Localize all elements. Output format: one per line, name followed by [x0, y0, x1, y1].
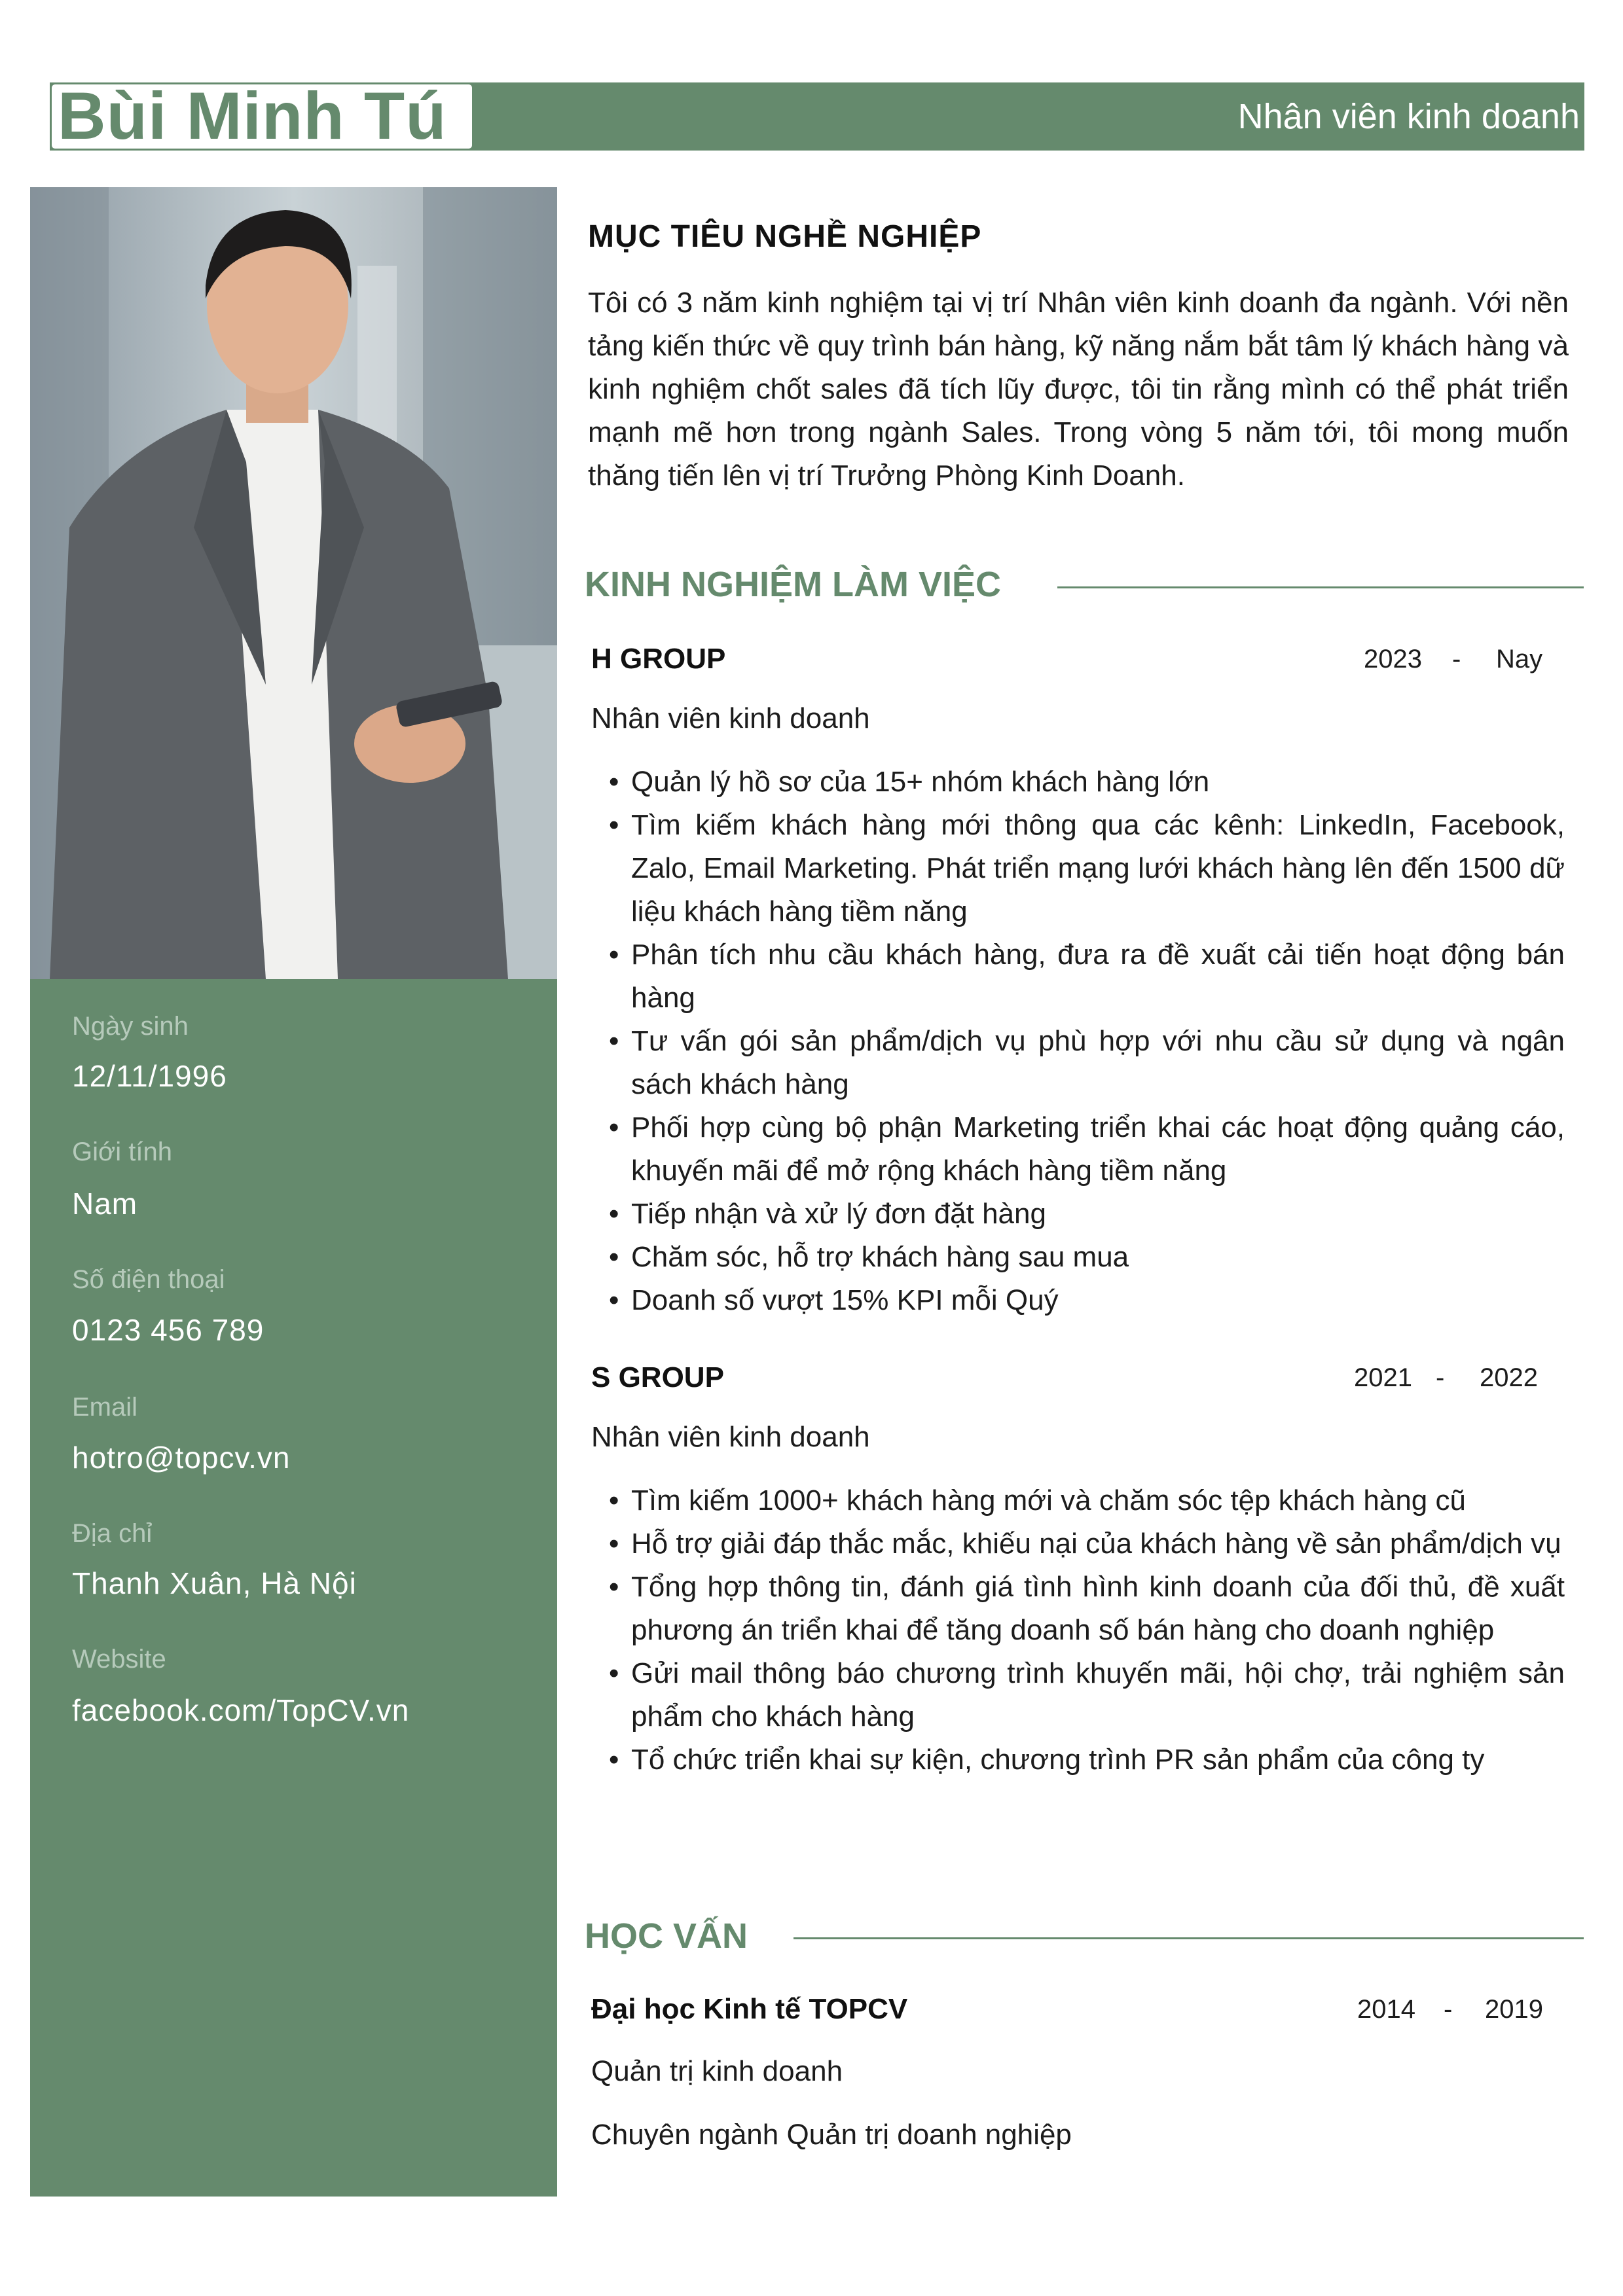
job-2-company: S GROUP	[591, 1361, 724, 1393]
phone-label: Số điện thoại	[72, 1265, 225, 1294]
job-1-duties	[609, 761, 1565, 1322]
list-item: • Phân tích nhu cầu khách hàng, đưa ra đề xuất cải tiến hoạt động bán hàng	[609, 933, 1565, 1020]
job-1-dash: -	[1452, 645, 1461, 673]
objective-text: Tôi có 3 năm kinh nghiệm tại vị trí Nhân viên kinh doanh đa ngành. Với nền tảng kiến thức về quy trình bán hàng, kỹ năng nắm bắt tâm lý khách hàng và kinh nghiệm chốt sales đã tích lũy được, tôi tin rằng mình có thể phát triển mạnh mẽ hơn trong ngành Sales. Trong vòng 5 năm tới, tôi mong muốn thăng tiến lên vị trí Trưởng Phòng Kinh Doanh.	[588, 287, 1569, 492]
job-2-dash: -	[1436, 1363, 1445, 1392]
header-job-title: Nhân viên kinh doanh	[1237, 97, 1580, 136]
education-end: 2019	[1485, 1995, 1543, 2024]
education-dash: -	[1444, 1995, 1453, 2024]
phone-value: 0123 456 789	[72, 1313, 264, 1347]
list-item: • Tư vấn gói sản phẩm/dịch vụ phù hợp với nhu cầu sử dụng và ngân sách khách hàng	[609, 1020, 1565, 1106]
experience-divider	[1057, 586, 1584, 588]
education-divider	[793, 1937, 1584, 1939]
list-item: • Doanh số vượt 15% KPI mỗi Quý	[609, 1279, 1565, 1322]
profile-photo	[30, 187, 557, 979]
list-item: • Gửi mail thông báo chương trình khuyến mãi, hội chợ, trải nghiệm sản phẩm cho khách hàng	[609, 1652, 1565, 1738]
website-label: Website	[72, 1645, 166, 1674]
objective-title: MỤC TIÊU NGHỀ NGHIỆP	[588, 219, 982, 254]
education-start: 2014	[1357, 1995, 1415, 2024]
birth-label: Ngày sinh	[72, 1012, 189, 1041]
job-1-role: Nhân viên kinh doanh	[591, 702, 870, 734]
email-value[interactable]: hotro@topcv.vn	[72, 1441, 291, 1475]
list-item: • Chăm sóc, hỗ trợ khách hàng sau mua	[609, 1236, 1565, 1279]
job-1-end: Nay	[1496, 645, 1543, 673]
gender-value: Nam	[72, 1187, 138, 1221]
list-item: • Quản lý hồ sơ của 15+ nhóm khách hàng lớn	[609, 761, 1565, 804]
job-2-role: Nhân viên kinh doanh	[591, 1421, 870, 1453]
job-1-start: 2023	[1364, 645, 1422, 673]
education-section-title: HỌC VẤN	[585, 1916, 748, 1956]
list-item: • Tổ chức triển khai sự kiện, chương trình PR sản phẩm của công ty	[609, 1738, 1565, 1782]
job-2-end: 2022	[1480, 1363, 1538, 1392]
list-item: • Tìm kiếm khách hàng mới thông qua các kênh: LinkedIn, Facebook, Zalo, Email Marketing. Phát triển mạng lưới khách hàng lên đến 1500 dữ liệu khách hàng tiềm năng	[609, 804, 1565, 933]
list-item: • Tiếp nhận và xử lý đơn đặt hàng	[609, 1193, 1565, 1236]
candidate-name: Bùi Minh Tú	[58, 79, 447, 153]
list-item: • Hỗ trợ giải đáp thắc mắc, khiếu nại của khách hàng về sản phẩm/dịch vụ	[609, 1522, 1565, 1566]
education-major: Quản trị kinh doanh	[591, 2055, 843, 2087]
education-school: Đại học Kinh tế TOPCV	[591, 1993, 908, 2025]
email-label: Email	[72, 1393, 138, 1422]
job-2-duties	[609, 1479, 1565, 1782]
website-value[interactable]: facebook.com/TopCV.vn	[72, 1693, 410, 1727]
job-2-start: 2021	[1354, 1363, 1412, 1392]
job-1-company: H GROUP	[591, 643, 726, 675]
list-item: • Phối hợp cùng bộ phận Marketing triển khai các hoạt động quảng cáo, khuyến mãi để mở rộng khách hàng tiềm năng	[609, 1106, 1565, 1193]
address-label: Địa chỉ	[72, 1519, 153, 1548]
list-item: • Tổng hợp thông tin, đánh giá tình hình kinh doanh của đối thủ, đề xuất phương án triển khai để tăng doanh số bán hàng cho doanh nghiệp	[609, 1566, 1565, 1652]
experience-section-title: KINH NGHIỆM LÀM VIỆC	[585, 565, 1002, 604]
birth-value: 12/11/1996	[72, 1059, 227, 1093]
education-specialization: Chuyên ngành Quản trị doanh nghiệp	[591, 2119, 1072, 2151]
gender-label: Giới tính	[72, 1138, 172, 1166]
address-value: Thanh Xuân, Hà Nội	[72, 1566, 357, 1600]
list-item: • Tìm kiếm 1000+ khách hàng mới và chăm sóc tệp khách hàng cũ	[609, 1479, 1565, 1522]
